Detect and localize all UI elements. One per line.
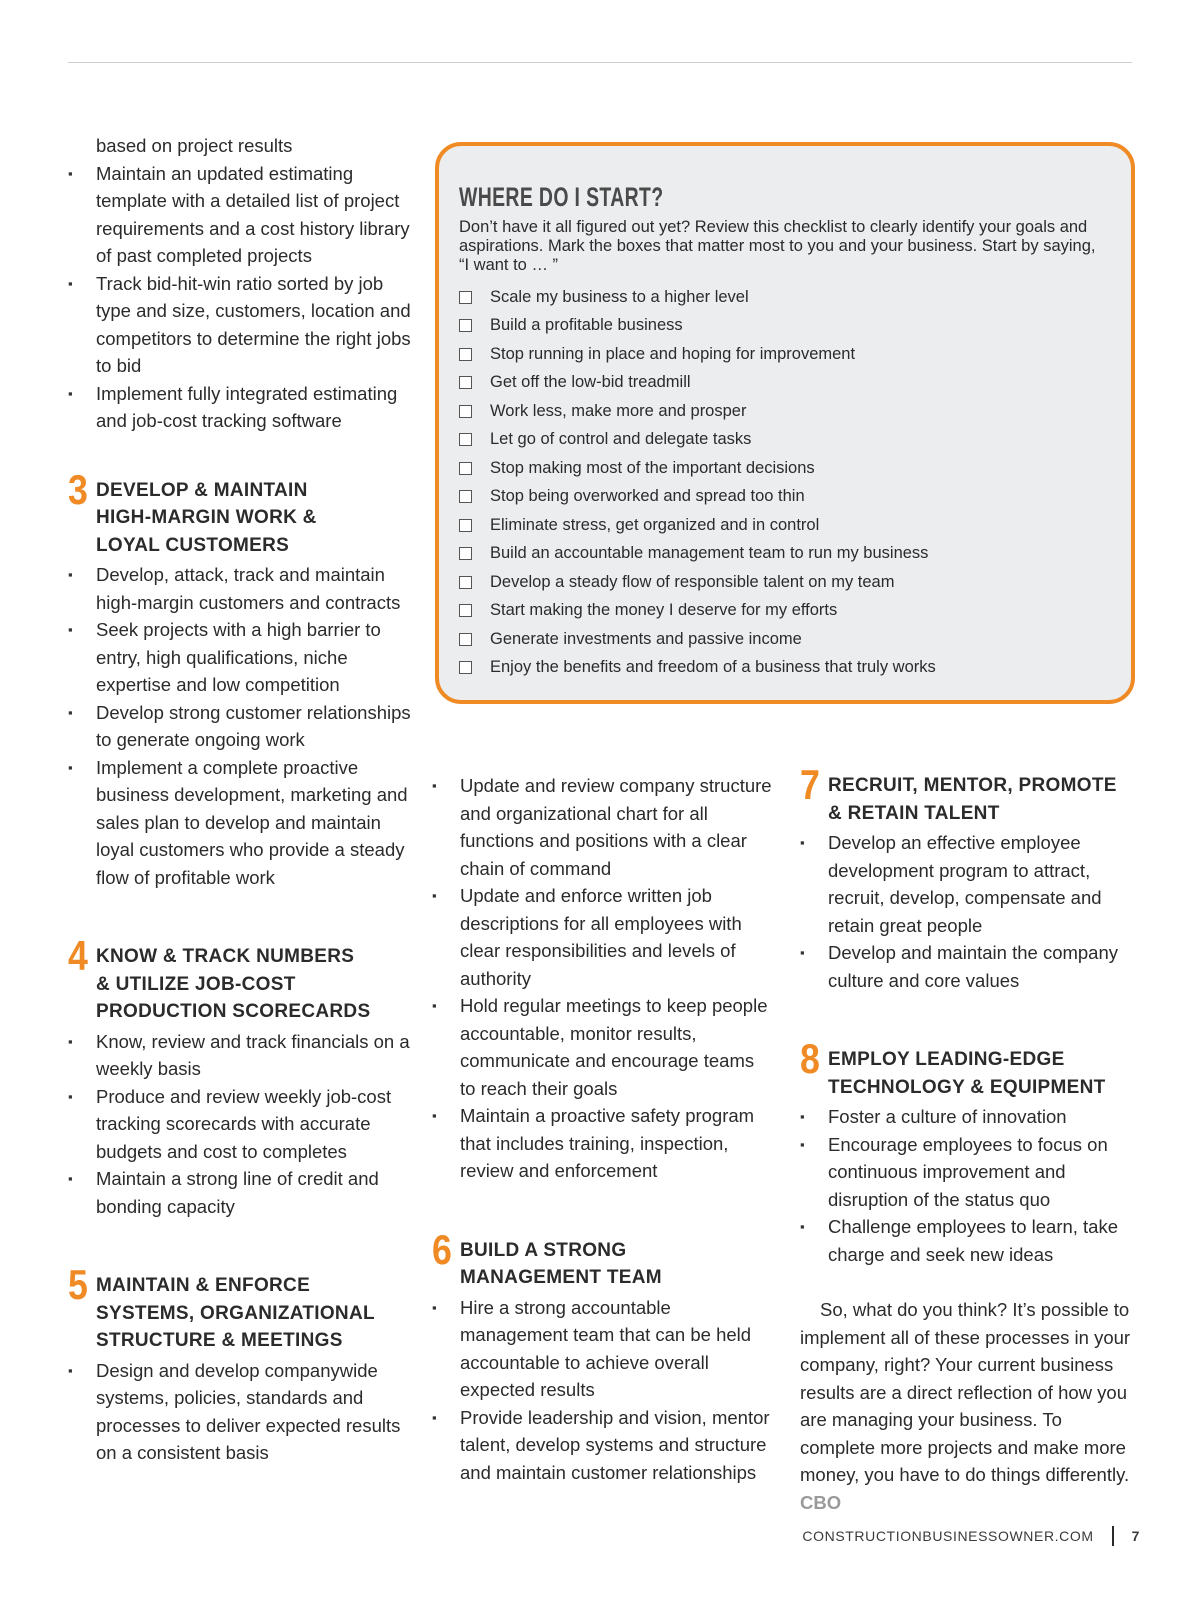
section-number: 5 <box>68 1261 88 1308</box>
checklist-item[interactable] <box>459 597 1107 626</box>
section-title: DEVELOP & MAINTAIN HIGH-MARGIN WORK & LOYAL CUSTOMERS <box>96 479 317 556</box>
checklist-intro: Don’t have it all figured out yet? Review this checklist to clearly identify your goals and aspirations. Mark the boxes that matter most to you and your business. Start by saying, “I want to … ” <box>459 218 1096 274</box>
list-item: ▪ Develop, attack, track and maintain high-margin customers and contracts <box>68 561 413 616</box>
checkbox-icon[interactable] <box>459 462 472 475</box>
section-heading <box>800 761 1140 827</box>
checkbox-icon[interactable] <box>459 348 472 361</box>
list-item: ▪ Update and review company structure and organizational chart for all functions and positions with a clear chain of command <box>432 772 772 882</box>
checklist-items <box>459 283 1107 682</box>
checklist-item-label: Build a profitable business <box>490 316 683 335</box>
list-item: ▪ Maintain an updated estimating template with a detailed list of project requirements and a cost history library of past completed projects <box>68 160 413 270</box>
list-item: ▪ Know, review and track financials on a weekly basis <box>68 1028 413 1083</box>
checklist-item[interactable] <box>459 625 1107 654</box>
section-bullet-list <box>68 561 413 891</box>
section-title: RECRUIT, MENTOR, PROMOTE & RETAIN TALENT <box>828 775 1117 824</box>
checkbox-icon[interactable] <box>459 633 472 646</box>
checklist-item-label: Stop running in place and hoping for improvement <box>490 344 856 363</box>
section-number: 7 <box>800 761 820 808</box>
checkbox-icon[interactable] <box>459 661 472 674</box>
section-bullet-list <box>800 829 1140 994</box>
section-bullet-list <box>432 1294 772 1487</box>
closing-text: So, what do you think? It’s possible to implement all of these processes in your company, right? Your current business results are a direct reflection of how you are managing your business. To complete more projects and make more money, you have to do things differently. <box>800 1299 1131 1485</box>
checkbox-icon[interactable] <box>459 604 472 617</box>
checklist-item[interactable] <box>459 511 1107 540</box>
section-bullet-list <box>800 1103 1140 1268</box>
checklist-item-label: Get off the low-bid treadmill <box>490 373 691 392</box>
checkbox-icon[interactable] <box>459 291 472 304</box>
checklist-box <box>435 142 1135 704</box>
checklist-item[interactable] <box>459 540 1107 569</box>
section-number: 4 <box>68 932 88 979</box>
section-heading <box>800 1035 1140 1101</box>
list-item: ▪ Provide leadership and vision, mentor talent, develop systems and structure and maintain customer relationships <box>432 1404 772 1487</box>
section-title: KNOW & TRACK NUMBERS & UTILIZE JOB-COST PRODUCTION SCORECARDS <box>96 946 371 1022</box>
checklist-title: WHERE DO I START? <box>459 182 664 212</box>
list-item: ▪ Maintain a proactive safety program that includes training, inspection, review and enforcement <box>432 1102 772 1185</box>
checklist-item[interactable] <box>459 568 1107 597</box>
checklist-item[interactable] <box>459 340 1107 369</box>
checkbox-icon[interactable] <box>459 547 472 560</box>
top-rule <box>68 62 1132 63</box>
section-heading <box>68 465 413 560</box>
list-item: ▪ Design and develop companywide systems, policies, standards and processes to deliver expected results on a consistent basis <box>68 1357 413 1467</box>
list-item: ▪ Seek projects with a high barrier to entry, high qualifications, niche expertise and low competition <box>68 616 413 699</box>
list-item: ▪ Maintain a strong line of credit and bonding capacity <box>68 1165 413 1220</box>
section-number: 8 <box>800 1035 820 1082</box>
checkbox-icon[interactable] <box>459 319 472 332</box>
continuation-text: based on project results <box>96 135 293 156</box>
section-title: MAINTAIN & ENFORCE SYSTEMS, ORGANIZATIONAL STRUCTURE & MEETINGS <box>96 1275 375 1351</box>
checklist-item[interactable] <box>459 454 1107 483</box>
list-item: ▪ Hold regular meetings to keep people accountable, monitor results, communicate and encourage teams to reach their goals <box>432 992 772 1102</box>
checklist-item-label: Build an accountable management team to run my business <box>490 544 929 563</box>
checkbox-icon[interactable] <box>459 376 472 389</box>
list-item: ▪ Update and enforce written job descriptions for all employees with clear responsibilities and levels of authority <box>432 882 772 992</box>
page-number: 7 <box>1131 1528 1140 1544</box>
checklist-item-label: Enjoy the benefits and freedom of a business that truly works <box>490 658 936 677</box>
checklist-item[interactable] <box>459 283 1107 312</box>
list-item: ▪ Implement a complete proactive business development, marketing and sales plan to develop and maintain loyal customers who provide a steady flow of profitable work <box>68 754 413 892</box>
list-item: ▪ Encourage employees to focus on continuous improvement and disruption of the status quo <box>800 1131 1140 1214</box>
checkbox-icon[interactable] <box>459 433 472 446</box>
section-5 <box>68 1261 413 1467</box>
list-item: ▪ Challenge employees to learn, take charge and seek new ideas <box>800 1213 1140 1268</box>
checklist-item[interactable] <box>459 397 1107 426</box>
checklist-item[interactable] <box>459 426 1107 455</box>
checklist-item[interactable] <box>459 483 1107 512</box>
section-title: EMPLOY LEADING-EDGE TECHNOLOGY & EQUIPMENT <box>828 1049 1106 1098</box>
section-7 <box>800 761 1140 994</box>
list-item: ▪ Develop and maintain the company culture and core values <box>800 939 1140 994</box>
checklist-item-label: Let go of control and delegate tasks <box>490 430 752 449</box>
checklist-item[interactable] <box>459 312 1107 341</box>
section-bullet-list <box>68 1357 413 1467</box>
checklist-item-label: Generate investments and passive income <box>490 629 802 648</box>
intro-bullet-list <box>432 772 772 1185</box>
footer-site-url[interactable]: CONSTRUCTIONBUSINESSOWNER.COM <box>802 1528 1094 1544</box>
section-4 <box>68 932 413 1220</box>
checkbox-icon[interactable] <box>459 576 472 589</box>
list-item: ▪ Foster a culture of innovation <box>800 1103 1140 1131</box>
section-title: BUILD A STRONG MANAGEMENT TEAM <box>460 1239 662 1288</box>
cbo-end-mark: CBO <box>800 1491 842 1513</box>
checklist-item-label: Scale my business to a higher level <box>490 287 749 306</box>
section-number: 6 <box>432 1225 452 1273</box>
list-item: ▪ Hire a strong accountable management team that can be held accountable to achieve overall expected results <box>432 1294 772 1404</box>
checklist-item[interactable] <box>459 369 1107 398</box>
section-heading <box>68 932 413 1026</box>
list-item: ▪ Develop an effective employee development program to attract, recruit, develop, compensate and retain great people <box>800 829 1140 939</box>
checklist-item-label: Stop being overworked and spread too thin <box>490 487 805 506</box>
column-1 <box>68 132 413 1467</box>
section-bullet-list <box>68 1028 413 1221</box>
closing-paragraph <box>800 1296 1140 1516</box>
intro-bullet-list <box>68 160 413 435</box>
checklist-item-label: Stop making most of the important decisions <box>490 458 815 477</box>
column-3 <box>800 755 1140 1516</box>
section-heading <box>68 1261 413 1355</box>
list-item: ▪ Produce and review weekly job-cost tracking scorecards with accurate budgets and cost to completes <box>68 1083 413 1166</box>
checklist-item[interactable] <box>459 654 1107 683</box>
checkbox-icon[interactable] <box>459 405 472 418</box>
checklist-item-label: Start making the money I deserve for my efforts <box>490 601 838 620</box>
checkbox-icon[interactable] <box>459 490 472 503</box>
list-item: ▪ Implement fully integrated estimating and job-cost tracking software <box>68 380 413 435</box>
section-3 <box>68 465 413 892</box>
list-item: ▪ Track bid-hit-win ratio sorted by job type and size, customers, location and competitors to determine the right jobs to bid <box>68 270 413 380</box>
checkbox-icon[interactable] <box>459 519 472 532</box>
section-number: 3 <box>68 465 88 513</box>
checklist-item-label: Eliminate stress, get organized and in control <box>490 515 820 534</box>
section-8 <box>800 1035 1140 1268</box>
checklist-item-label: Work less, make more and prosper <box>490 401 747 420</box>
page-footer <box>802 1526 1140 1546</box>
checklist-item-label: Develop a steady flow of responsible talent on my team <box>490 572 895 591</box>
section-heading <box>432 1225 772 1292</box>
column-2 <box>432 772 772 1486</box>
list-item: ▪ Develop strong customer relationships to generate ongoing work <box>68 699 413 754</box>
section-6 <box>432 1225 772 1487</box>
footer-divider <box>1112 1526 1114 1546</box>
